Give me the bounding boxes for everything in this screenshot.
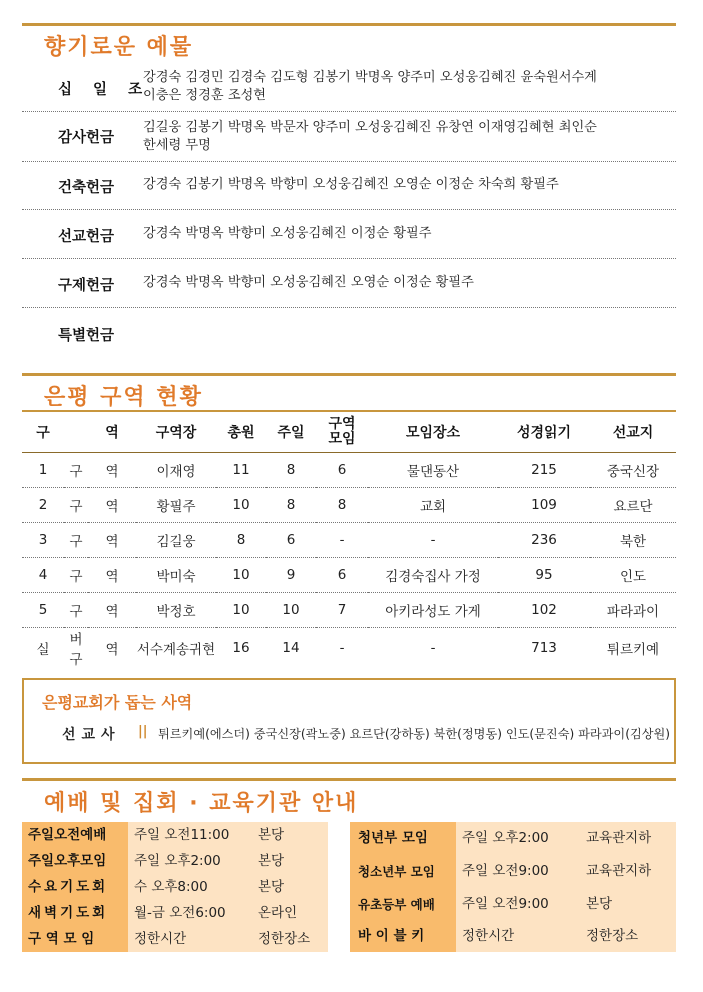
district-header-row [22, 412, 676, 453]
schedule-name: 청년부 모임 [350, 822, 456, 855]
schedule-place: 정한장소 [580, 921, 676, 952]
schedule-time: 주일 오전11:00 [128, 822, 252, 848]
cell-total: 8 [216, 523, 266, 558]
cell-leader: 서수계송귀현 [136, 642, 216, 658]
cell-meeting: 8 [316, 488, 368, 523]
offering-row-tithe [22, 64, 676, 112]
cell-yeok: 역 [88, 488, 136, 523]
schedule-row [350, 855, 676, 888]
cell-bible: 102 [498, 593, 590, 628]
offering-label: 건축헌금 [58, 180, 115, 196]
schedule-name: 새벽기도회 [22, 900, 128, 926]
cell-num: 2 [22, 488, 64, 523]
cell-mission: 요르단 [590, 488, 676, 523]
table-row [22, 453, 676, 488]
cell-sunday: 10 [266, 593, 316, 628]
cell-yeok: 역 [88, 453, 136, 488]
schedule-time: 주일 오전9:00 [456, 855, 580, 888]
cell-gu: 구 [64, 523, 88, 558]
cell-bible: 236 [498, 523, 590, 558]
header-meeting [316, 412, 368, 453]
cell-meeting: 7 [316, 593, 368, 628]
schedule-right [350, 822, 676, 954]
cell-meeting: - [339, 640, 345, 656]
section-top-rule [22, 23, 676, 26]
cell-meeting: 6 [316, 558, 368, 593]
schedule-row [350, 822, 676, 855]
offering-row-building [22, 161, 676, 210]
cell-total: 16 [232, 640, 250, 656]
support-missionaries: 튀르키예(에스더) 중국신장(곽노중) 요르단(강하동) 북한(정명동) 인도(문진숙) 파라과이(김상원) [158, 727, 671, 741]
offering-names-line: 김길웅 김봉기 박명옥 박문자 양주미 오성웅김혜진 유창연 이재영김혜현 최인순 [143, 120, 597, 135]
offering-names-line: 강경숙 김경민 김경숙 김도형 김봉기 박명옥 양주미 오성웅김혜진 윤숙원서수계 [143, 70, 597, 85]
header-mission: 선교지 [590, 412, 676, 453]
cell-gu: 구 [64, 593, 88, 628]
header-meeting-line: 구역 [328, 416, 356, 432]
offering-row-special [22, 307, 676, 357]
schedule-place: 정한장소 [252, 926, 328, 952]
schedule-place: 본당 [252, 822, 328, 848]
cell-place: 교회 [368, 488, 498, 523]
cell-leader: 황필주 [136, 488, 216, 523]
header-leader: 구역장 [136, 412, 216, 453]
cell-leader: 박미숙 [136, 558, 216, 593]
schedule-name: 주일오후모임 [22, 848, 128, 874]
support-label: 선교사 [62, 727, 121, 743]
offering-label: 특별헌금 [58, 328, 115, 344]
offering-row-mission [22, 209, 676, 259]
cell-mission: 튀르키예 [606, 642, 660, 658]
cell-leader: 이재영 [136, 453, 216, 488]
cell-yeok: 역 [105, 642, 119, 658]
schedule-name: 유초등부 예배 [350, 888, 456, 921]
schedule-time: 수 오후8:00 [128, 874, 252, 900]
cell-num: 3 [22, 523, 64, 558]
schedule-name: 청소년부 모임 [350, 855, 456, 888]
schedule-time: 월-금 오전6:00 [128, 900, 252, 926]
schedule-row [22, 874, 328, 900]
header-place: 모임장소 [368, 412, 498, 453]
schedule-place: 본당 [252, 874, 328, 900]
cell-place: 물댄동산 [368, 453, 498, 488]
cell-leader: 김길웅 [136, 523, 216, 558]
table-row [22, 628, 676, 669]
schedule-time: 주일 오후2:00 [128, 848, 252, 874]
offerings-title: 향기로운 예물 [44, 35, 194, 60]
cell-yeok: 역 [88, 558, 136, 593]
schedule-name: 바 이 블 키 [350, 921, 456, 952]
offering-label: 구제헌금 [58, 278, 115, 294]
table-row [22, 593, 676, 628]
cell-gu: 구 [64, 488, 88, 523]
cell-gu: 구 [64, 558, 88, 593]
cell-sunday: 6 [266, 523, 316, 558]
schedule-name: 주일오전예배 [22, 822, 128, 848]
offering-names-line: 한세령 무명 [143, 138, 211, 153]
cell-total: 10 [216, 593, 266, 628]
schedule-row [22, 926, 328, 952]
cell-num: 4 [22, 558, 64, 593]
cell-sunday: 14 [282, 640, 300, 656]
cell-place: - [430, 640, 436, 656]
section-rule [22, 373, 676, 376]
table-row [22, 488, 676, 523]
offering-names [143, 119, 597, 155]
district-table [22, 412, 676, 668]
cell-gu: 버 구 [69, 632, 83, 668]
cell-mission: 북한 [590, 523, 676, 558]
offering-row-thanks [22, 111, 676, 162]
cell-bible: 95 [498, 558, 590, 593]
header-bible: 성경읽기 [498, 412, 590, 453]
cell-place: 김경숙집사 가정 [368, 558, 498, 593]
cell-total: 11 [216, 453, 266, 488]
schedule-place: 교육관지하 [580, 822, 676, 855]
header-sunday: 주일 [266, 412, 316, 453]
cell-sunday: 9 [266, 558, 316, 593]
cell-place: 아키라성도 가게 [368, 593, 498, 628]
cell-sunday: 8 [266, 488, 316, 523]
cell-num: 실 [36, 642, 50, 658]
support-box [22, 678, 676, 764]
schedule-row [22, 848, 328, 874]
cell-num: 5 [22, 593, 64, 628]
schedule-place: 교육관지하 [580, 855, 676, 888]
schedule-time: 정한시간 [456, 921, 580, 952]
cell-mission: 파라과이 [590, 593, 676, 628]
cell-yeok: 역 [88, 593, 136, 628]
offering-label: 감사헌금 [58, 130, 115, 146]
cell-meeting: - [316, 523, 368, 558]
schedule-row [350, 921, 676, 952]
section-rule [22, 778, 676, 781]
districts-title: 은평 구역 현황 [44, 385, 203, 410]
offering-names: 강경숙 김봉기 박명옥 박향미 오성웅김혜진 오영순 이정순 차숙희 황필주 [143, 177, 559, 192]
schedule-place: 본당 [580, 888, 676, 921]
schedule-left [22, 822, 328, 954]
offering-label: 선교헌금 [58, 229, 115, 245]
table-row [22, 523, 676, 558]
cell-meeting: 6 [316, 453, 368, 488]
cell-place: - [368, 523, 498, 558]
cell-bible: 109 [498, 488, 590, 523]
cell-total: 10 [216, 558, 266, 593]
offering-names: 강경숙 박명옥 박향미 오성웅김혜진 오영순 이정순 황필주 [143, 275, 474, 290]
schedule-name: 수요기도회 [22, 874, 128, 900]
schedule-time: 정한시간 [128, 926, 252, 952]
schedule-time: 주일 오후2:00 [456, 822, 580, 855]
offering-names-line: 이충은 정경훈 조성현 [143, 88, 267, 103]
support-title: 은평교회가 돕는 사역 [42, 693, 193, 712]
support-divider: || [138, 724, 148, 739]
schedule-place: 온라인 [252, 900, 328, 926]
header-yeok: 역 [88, 412, 136, 453]
cell-sunday: 8 [266, 453, 316, 488]
table-row [22, 558, 676, 593]
offering-names [143, 69, 597, 105]
cell-gu: 구 [64, 453, 88, 488]
cell-total: 10 [216, 488, 266, 523]
header-gu: 구 [22, 412, 64, 453]
cell-bible: 215 [498, 453, 590, 488]
schedule-title: 예배 및 집회 · 교육기관 안내 [44, 791, 359, 816]
cell-mission: 인도 [590, 558, 676, 593]
schedule-time: 주일 오전9:00 [456, 888, 580, 921]
schedule-place: 본당 [252, 848, 328, 874]
offering-label: 십 일 조 [58, 82, 151, 98]
offering-names: 강경숙 박명옥 박향미 오성웅김혜진 이정순 황필주 [143, 226, 432, 241]
cell-mission: 중국신장 [590, 453, 676, 488]
cell-bible: 713 [531, 640, 557, 656]
schedule-row [350, 888, 676, 921]
header-meeting-line: 모임 [328, 431, 356, 447]
cell-num: 1 [22, 453, 64, 488]
cell-yeok: 역 [88, 523, 136, 558]
header-total: 총원 [216, 412, 266, 453]
cell-leader: 박정호 [136, 593, 216, 628]
schedule-row [22, 900, 328, 926]
schedule-row [22, 822, 328, 848]
offering-row-relief [22, 258, 676, 308]
schedule-name: 구 역 모 임 [22, 926, 128, 952]
